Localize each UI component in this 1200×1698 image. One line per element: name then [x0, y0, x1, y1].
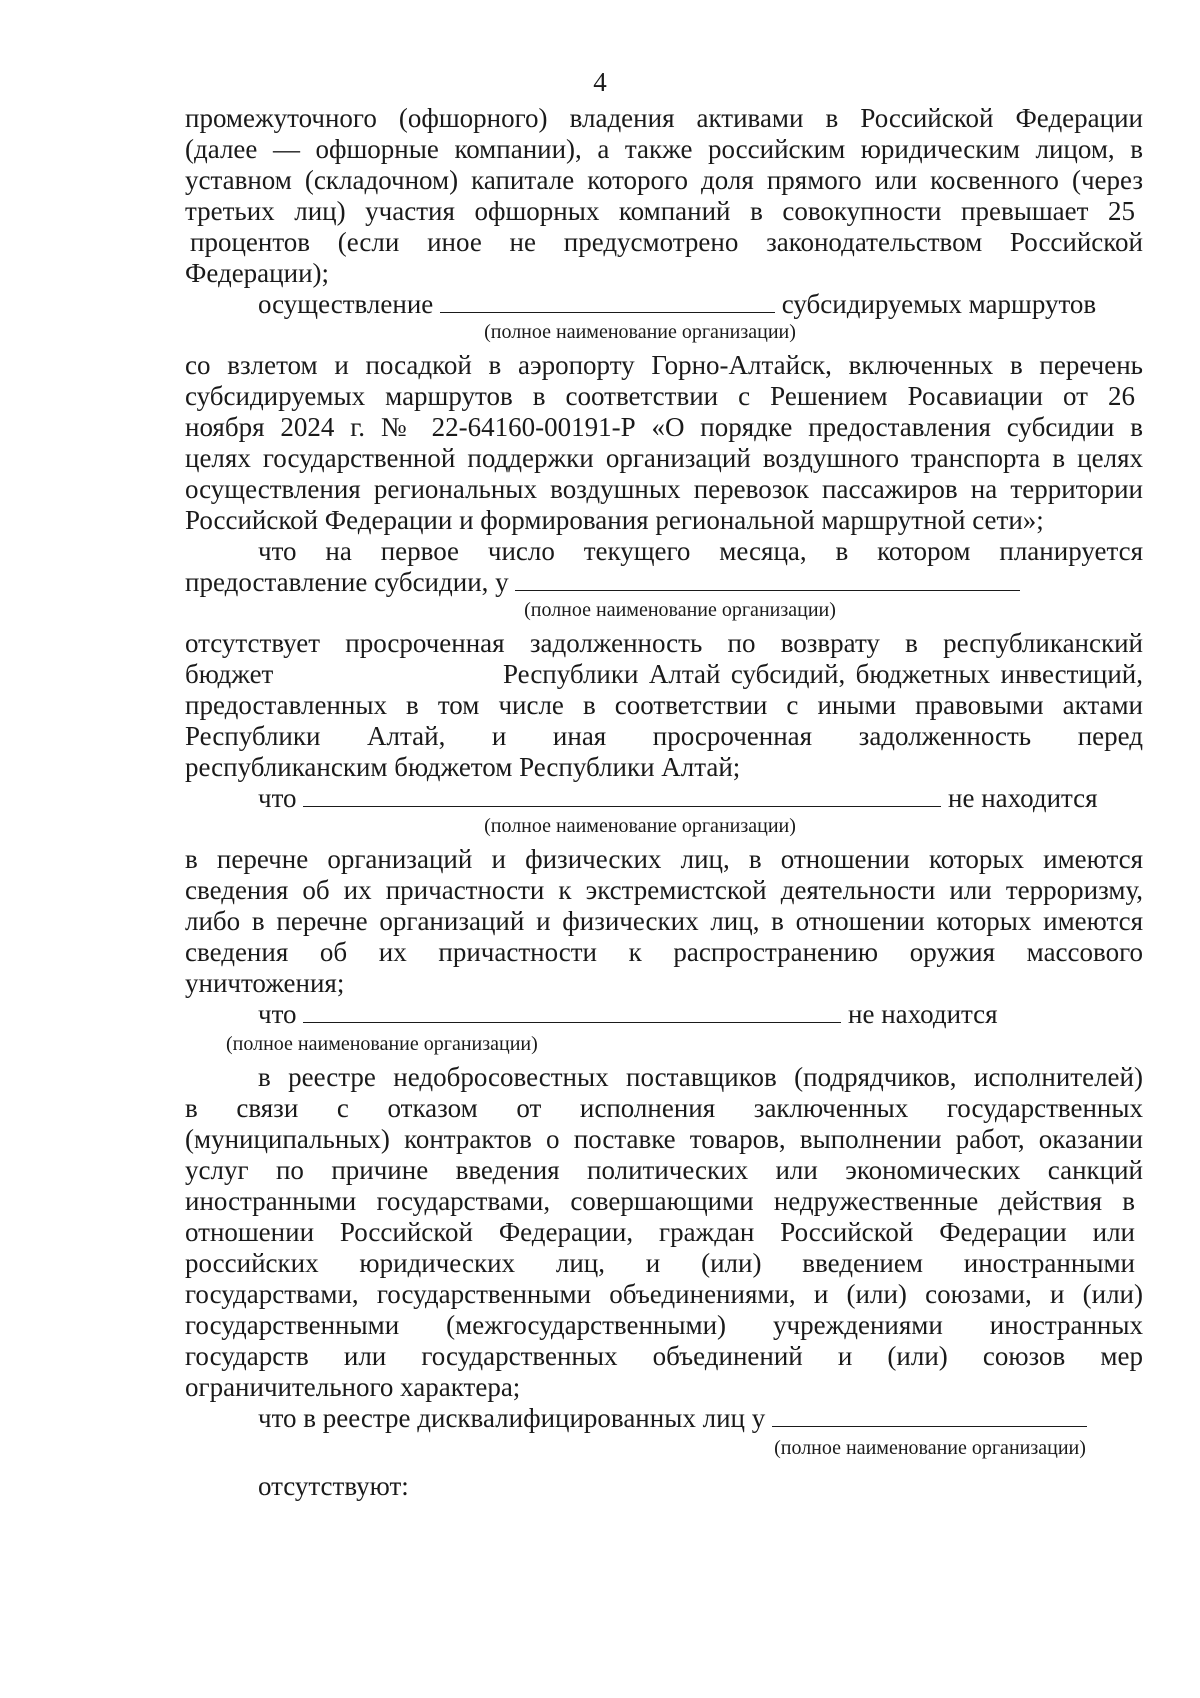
- text-line: Республики Алтай, и иная просроченная задолженность перед: [185, 721, 1143, 751]
- fill-line-registry: [258, 998, 1143, 1030]
- fill-prefix: что: [258, 999, 297, 1029]
- organization-name-blank[interactable]: [772, 1402, 1087, 1427]
- text-line: в реестре недобросовестных поставщиков (подрядчиков, исполнителей): [258, 1062, 1143, 1092]
- text-line: ограничительного характера;: [185, 1372, 521, 1402]
- text-line: государств или государственных объединений и (или) союзов мер: [185, 1341, 1143, 1371]
- text-line: Республики Алтай субсидий, бюджетных инвестиций,: [503, 659, 1143, 689]
- fill-prefix: осуществление: [258, 289, 434, 319]
- text-line: государствами, государственными объединениями, и (или) союзами, и (или): [185, 1279, 1143, 1309]
- text-line: (муниципальных) контрактов о поставке товаров, выполнении работ, оказании: [185, 1124, 1143, 1154]
- text-line: процентов (если иное не предусмотрено законодательством Российской: [190, 227, 1143, 257]
- text-line: государственными (межгосударственными) учреждениями иностранных: [185, 1310, 1143, 1340]
- fill-prefix: что: [258, 783, 297, 813]
- organization-name-blank[interactable]: [440, 288, 775, 313]
- field-caption: (полное наименование организации): [524, 599, 836, 621]
- fill-suffix: не находится: [948, 783, 1098, 813]
- text-line: промежуточного (офшорного) владения активами в Российской Федерации: [185, 103, 1143, 133]
- text-line: республиканским бюджетом Республики Алтай;: [185, 752, 741, 782]
- fill-line-extremism: [258, 782, 1143, 814]
- fill-prefix: что в реестре дисквалифицированных лиц у: [258, 1403, 766, 1433]
- text-line: отношении Российской Федерации, граждан Российской Федерации или: [185, 1217, 1135, 1247]
- text-line: со взлетом и посадкой в аэропорту Горно-Алтайск, включенных в перечень: [185, 350, 1143, 380]
- text-line: осуществления региональных воздушных перевозок пассажиров на территории: [185, 474, 1143, 504]
- organization-name-blank[interactable]: [303, 782, 941, 807]
- text-line: уничтожения;: [185, 968, 345, 998]
- organization-name-blank[interactable]: [303, 998, 841, 1023]
- field-caption: (полное наименование организации): [484, 815, 796, 837]
- text-line: уставном (складочном) капитале которого доля прямого или косвенного (через: [185, 165, 1143, 195]
- text-line: субсидируемых маршрутов в соответствии с Решением Росавиации от 26: [185, 381, 1135, 411]
- text-line: Российской Федерации и формирования региональной маршрутной сети»;: [185, 505, 1044, 535]
- fill-line-disqualified: [258, 1402, 1143, 1434]
- text-line: что на первое число текущего месяца, в котором планируется: [258, 536, 1143, 566]
- page-number: 4: [593, 67, 607, 97]
- fill-suffix: не находится: [848, 999, 998, 1029]
- text-line: в связи с отказом от исполнения заключенных государственных: [185, 1093, 1143, 1123]
- text-line: ноября 2024 г. № 22-64160-00191-Р «О порядке предоставления субсидии в: [185, 412, 1143, 442]
- text-line: (далее — офшорные компании), а также российским юридическим лицом, в: [185, 134, 1143, 164]
- text-line: услуг по причине введения политических или экономических санкций: [185, 1155, 1143, 1185]
- text-line: целях государственной поддержки организаций воздушного транспорта в целях: [185, 443, 1143, 473]
- text-line: иностранными государствами, совершающими недружественные действия в: [185, 1186, 1135, 1216]
- field-caption: (полное наименование организации): [226, 1033, 538, 1055]
- text-line: сведения об их причастности к экстремистской деятельности или терроризму,: [185, 875, 1143, 905]
- fill-prefix: предоставление субсидии, у: [185, 567, 509, 597]
- fill-line-subsidy: [185, 566, 1143, 598]
- fill-suffix: субсидируемых маршрутов: [781, 289, 1097, 319]
- field-caption: (полное наименование организации): [484, 321, 796, 343]
- fill-line-routes: [258, 288, 1143, 320]
- text-line: третьих лиц) участия офшорных компаний в совокупности превышает 25: [185, 196, 1135, 226]
- text-line: отсутствует просроченная задолженность по возврату в республиканский: [185, 628, 1143, 658]
- text-line: российских юридических лиц, и (или) введением иностранными: [185, 1248, 1135, 1278]
- text-line: либо в перечне организаций и физических лиц, в отношении которых имеются: [185, 906, 1143, 936]
- text-line: в перечне организаций и физических лиц, в отношении которых имеются: [185, 844, 1143, 874]
- field-caption: (полное наименование организации): [774, 1437, 1086, 1459]
- text-line: Федерации);: [185, 258, 330, 288]
- text-line: сведения об их причастности к распространению оружия массового: [185, 937, 1143, 967]
- text-line: отсутствуют:: [258, 1471, 409, 1501]
- organization-name-blank[interactable]: [515, 566, 1020, 591]
- text-line: предоставленных в том числе в соответствии с иными правовыми актами: [185, 690, 1143, 720]
- text-line: бюджет: [185, 659, 274, 689]
